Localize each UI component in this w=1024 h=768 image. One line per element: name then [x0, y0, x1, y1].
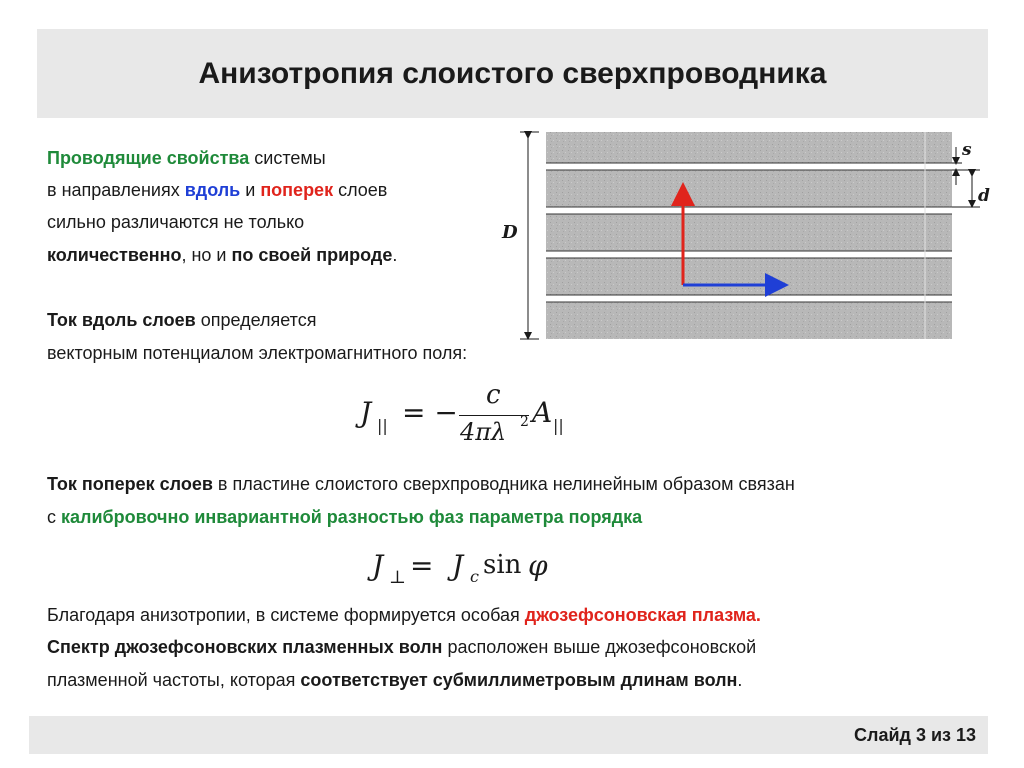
formula2-rhs: J [452, 549, 464, 582]
formula-j-perp [372, 545, 572, 595]
plasma-wave-spectrum-term: Спектр джозефсоновских плазменных волн [47, 637, 443, 657]
para3-line1 [47, 467, 795, 501]
para4-line3-pre: плазменной частоты, которая [47, 670, 301, 690]
para1-line3: сильно различаются не только [47, 212, 305, 232]
formula1-lhs-sub: || [377, 416, 388, 435]
para4-line3 [47, 663, 742, 697]
fraction-bar [459, 415, 529, 416]
formula1-rhs-sub: || [553, 416, 564, 435]
para1-line4-mid: , но и [181, 245, 232, 265]
sc-layer-2 [546, 170, 952, 207]
para1-line4-end: . [392, 245, 398, 265]
slide-counter: Слайд 3 из 13 [854, 725, 976, 745]
layered-superconductor-diagram [495, 125, 1000, 345]
formula1-lhs: J [360, 396, 372, 429]
para4-line2 [47, 630, 756, 664]
para2-line1-rest: определяется [195, 310, 317, 330]
formula2-arg: φ [528, 549, 548, 582]
para3-line2 [47, 500, 642, 534]
formula1-eq: = − [402, 396, 458, 429]
para1-line2 [47, 173, 387, 207]
gauge-invariant-phase-term: калибровочно инвариантной разностью фаз параметра порядка [61, 507, 643, 527]
para4-line1-pre: Благодаря анизотропии, в системе формируется особая [47, 605, 525, 625]
formula1-den: 4πλ [460, 418, 507, 446]
formula1-rhs: A [532, 396, 553, 429]
para1-line2-mid: и [240, 180, 261, 200]
slide-title: Анизотропия слоистого сверхпроводника [198, 56, 827, 90]
josephson-plasma-term: джозефсоновская плазма. [524, 605, 761, 625]
sc-layer-5 [546, 302, 952, 339]
formula2-eq: = [410, 549, 434, 582]
formula2-lhs-sub: ⊥ [389, 567, 406, 588]
label-d: d [978, 186, 990, 206]
footer-bar [29, 716, 988, 754]
across-term: поперек [260, 180, 334, 200]
label-D: D [502, 222, 518, 243]
para1-line1-rest: системы [249, 148, 326, 168]
para4-line1 [47, 598, 761, 632]
along-term: вдоль [184, 180, 241, 200]
para1-line2-post: слоев [333, 180, 388, 200]
formula2-fn: sin [483, 550, 522, 580]
sc-layer-4 [546, 258, 952, 295]
formula2-rhs-sub: c [470, 567, 479, 586]
para2-line1 [47, 303, 316, 337]
para3-line1-rest: в пластине слоистого сверхпроводника нелинейным образом связан [212, 474, 795, 494]
formula2-lhs: J [372, 549, 384, 582]
para1-line2-pre: в направлениях [47, 180, 185, 200]
conducting-properties-term: Проводящие свойства [47, 148, 250, 168]
formula1-num: c [486, 380, 501, 410]
current-across-term: Ток поперек слоев [47, 474, 213, 494]
formula1-den-sup: 2 [520, 414, 529, 430]
para4-line3-end: . [737, 670, 743, 690]
para3-line2-pre: с [47, 507, 62, 527]
para1-line4 [47, 238, 397, 272]
para1-line1 [47, 141, 326, 175]
label-s: s [962, 140, 972, 160]
quantitatively-term: количественно [47, 245, 182, 265]
sc-layer-1 [546, 132, 952, 163]
para2-line2: векторным потенциалом электромагнитного поля: [47, 343, 468, 363]
sc-layer-3 [546, 214, 952, 251]
para4-line2-rest: расположен выше джозефсоновской [442, 637, 757, 657]
submillimeter-term: соответствует субмиллиметровым длинам волн [300, 670, 738, 690]
by-nature-term: по своей природе [231, 245, 393, 265]
current-along-term: Ток вдоль слоев [47, 310, 196, 330]
formula-j-parallel [360, 380, 600, 450]
title-bar [37, 29, 988, 118]
